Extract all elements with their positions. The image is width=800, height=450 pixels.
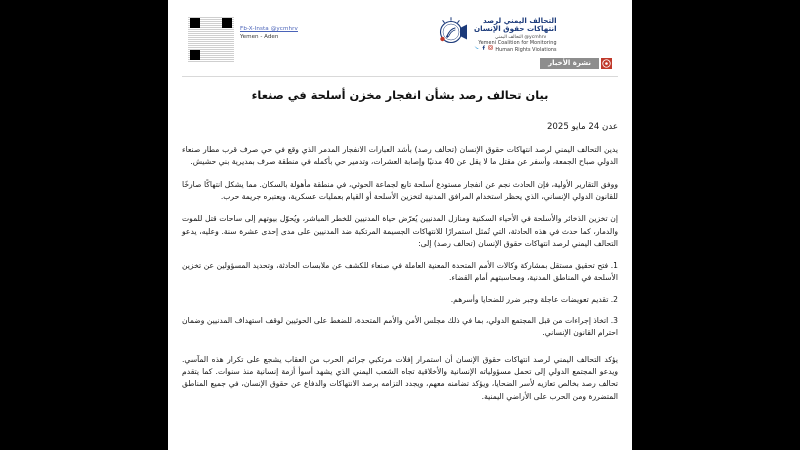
list-item: 2. تقديم تعويضات عاجلة وجبر ضرر للضحايا وأسرهم.	[450, 294, 618, 304]
location-label: Yemen - Aden	[240, 33, 279, 40]
letterhead	[182, 12, 618, 74]
organization-wordmark	[474, 14, 557, 53]
org-name-ar-line2: انتهاكات حقوق الإنسان	[474, 24, 557, 34]
list-item: 3. اتخاذ إجراءات من قبل المجتمع الدولي، بما في ذلك مجلس الأمن والأمم المتحدة، للضغط على الحوثيين لوقف استهداف المدنيين وضمان احترام القانون الإنساني.	[182, 316, 618, 338]
social-handle-link[interactable]: Fb-X-Insta @ycmhrv	[240, 26, 298, 32]
body-paragraph-3: إن تخزين الذخائر والأسلحة في الأحياء السكنية ومنازل المدنيين يُعرّض حياة المدنيين للخطر المباشر، ويُحوّل بيوتهم إلى ساحات قتل للموت والدمار، كما حدث في هذه الحادثة، التي تُمثل استمرارًا للانتهاكات الجسيمة المرتكبة ضد المدنيين على مدى إحدى عشرة سنة. وعليه، يدعو التحالف اليمني لرصد انتهاكات حقوق الإنسان (تحالف رصد) إلى:	[182, 214, 618, 248]
dateline: عدن 24 مايو 2025	[546, 122, 618, 133]
qr-code-icon	[188, 16, 234, 62]
org-name-en-line2: Human Rights Violations	[495, 47, 557, 53]
organization-logo-icon	[436, 15, 470, 49]
contact-block	[240, 16, 298, 41]
closing-paragraph: يؤكد التحالف اليمني لرصد انتهاكات حقوق الإنسان أن استمرار إفلات مرتكبي جرائم الحرب من العقاب يشجع على تكرار هذه المآسي. ويدعو المجتمع الدولي إلى تحمل مسؤولياته الإنسانية والأخلاقية تجاه الشعب اليمني الذي يشهد أسوأ أزمة إنسانية منذ سنوات. كما يتقدم تحالف رصد بخالص تعازيه لأسر الضحايا، ويؤكد تضامنه معهم، ويجدد التزامه برصد الانتهاكات والدفاع عن حقوق الإنسان، في جميع المناطق المتضررة ومن الحرب على الأراضي اليمنية.	[182, 354, 618, 401]
twitter-icon	[474, 36, 479, 41]
org-social-handle: ycmhrv@ التحالف اليمني	[495, 35, 547, 41]
list-item: 1. فتح تحقيق مستقل بمشاركة وكالات الأمم المتحدة المعنية العاملة في صنعاء للكشف عن ملابسات الحادثة، وتحديد المسؤولين عن تخزين الأسلحة في المناطق المدنية، ومحاسبتهم أمام القضاء.	[182, 261, 618, 283]
facebook-icon	[481, 36, 486, 41]
page-title: بيان تحالف رصد بشأن انفجار مخزن أسلحة في صنعاء	[251, 88, 549, 102]
news-bulletin-emblem-icon	[601, 58, 612, 69]
demands-list	[182, 260, 618, 339]
org-name-ar-line1: التحالف اليمني لرصد	[482, 16, 557, 25]
org-name-en-line1: Yemeni Coalition for Monitoring	[478, 41, 557, 47]
news-bulletin-label: نشرة الأخبار	[540, 58, 599, 69]
body-paragraph-2: ووفق التقارير الأولية، فإن الحادث نجم عن انفجار مستودع أسلحة تابع لجماعة الحوثي، في منطقة مأهولة بالسكان. مما يشكل انتهاكًا صارخًا للقانون الدولي الإنساني، الذي يحظر استخدام المرافق المدنية لتخزين الأسلحة أو القيام بعمليات عسكرية، ويعتبره جريمة حرب.	[182, 179, 618, 201]
letterhead-left-block	[188, 16, 298, 62]
instagram-icon	[488, 36, 493, 41]
document-page	[168, 0, 632, 450]
letterhead-right-block	[436, 14, 614, 53]
news-bulletin-badge	[540, 58, 612, 69]
letterhead-divider	[182, 76, 618, 77]
body-paragraph-1: يدين التحالف اليمني لرصد انتهاكات حقوق الإنسان (تحالف رصد) بأشد العبارات الانفجار المدمر الذي وقع في حي صرف قرب مطار صنعاء الدولي صباح الجمعة، وأسفر عن مقتل ما لا يقل عن 40 مدنيًا وإصابة العشرات، وتدمير حي بأكمله في منطقة صرف بمديرية بني حشيش.	[182, 145, 618, 167]
